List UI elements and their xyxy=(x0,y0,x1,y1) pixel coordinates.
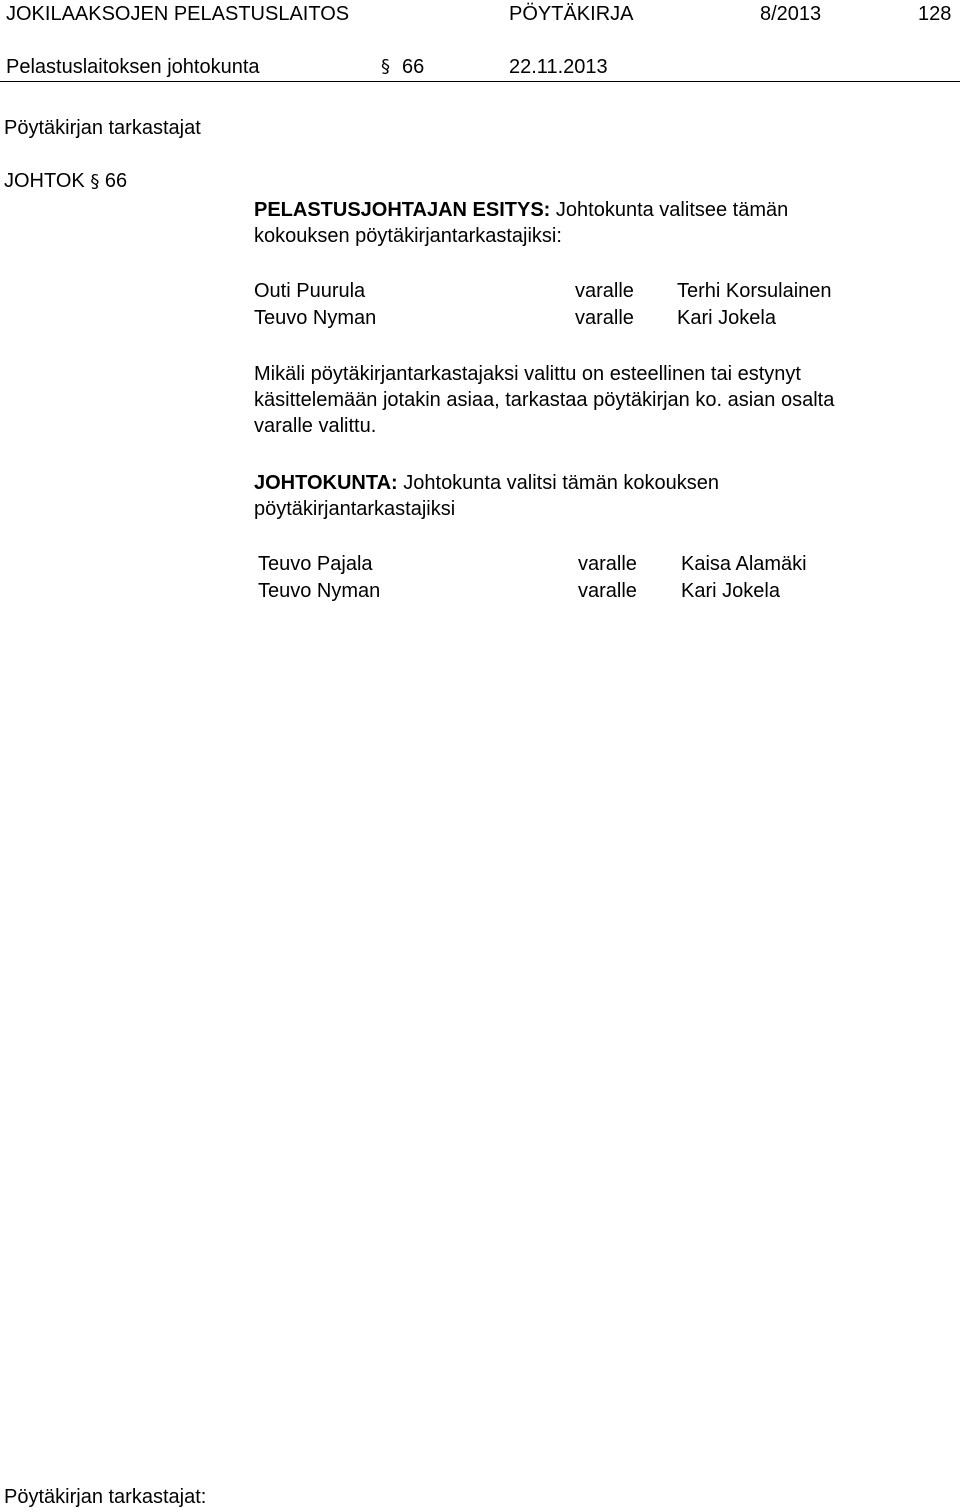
signature-label: Pöytäkirjan tarkastajat: xyxy=(4,1486,207,1508)
decision-paragraph xyxy=(254,470,944,522)
section-heading: Pöytäkirjan tarkastajat xyxy=(4,117,201,139)
decision-row-alternate: Kari Jokela xyxy=(681,580,780,602)
proposal-label: PELASTUSJOHTAJAN ESITYS: xyxy=(254,199,551,221)
proposal-row-name: Outi Puurula xyxy=(254,280,366,302)
decision-row-name: Teuvo Nyman xyxy=(258,580,381,602)
page-number: 128 xyxy=(918,3,952,25)
proposal-note-line3: varalle valittu. xyxy=(254,415,377,437)
meeting-date: 22.11.2013 xyxy=(509,56,608,78)
proposal-text-line2: kokouksen pöytäkirjantarkastajiksi: xyxy=(254,225,562,247)
proposal-row-alternate: Kari Jokela xyxy=(677,307,776,329)
proposal-row-alternate: Terhi Korsulainen xyxy=(677,280,832,302)
document-type: PÖYTÄKIRJA xyxy=(509,3,634,25)
proposal-text-line1: Johtokunta valitsee tämän xyxy=(550,199,789,221)
decision-row-separator: varalle xyxy=(578,580,637,602)
decision-row-separator: varalle xyxy=(578,553,637,575)
decision-row-alternate: Kaisa Alamäki xyxy=(681,553,807,575)
organization-name: JOKILAAKSOJEN PELASTUSLAITOS xyxy=(6,3,350,25)
proposal-paragraph xyxy=(254,197,944,249)
decision-text-line2: pöytäkirjantarkastajiksi xyxy=(254,498,456,520)
section-ref-number: 66 xyxy=(104,170,128,192)
meeting-body-name: Pelastuslaitoksen johtokunta xyxy=(6,56,260,78)
section-sign-icon: § xyxy=(381,56,390,77)
decision-label: JOHTOKUNTA: xyxy=(254,472,398,494)
proposal-row-name: Teuvo Nyman xyxy=(254,307,377,329)
section-number: 66 xyxy=(402,56,425,78)
proposal-row-separator: varalle xyxy=(575,280,634,302)
proposal-note xyxy=(254,361,944,439)
section-sign-icon: § xyxy=(90,171,100,192)
decision-row-name: Teuvo Pajala xyxy=(258,553,373,575)
decision-text-line1: Johtokunta valitsi tämän kokouksen xyxy=(397,472,719,494)
header-divider xyxy=(0,81,960,82)
proposal-note-line2: käsittelemään jotakin asiaa, tarkastaa pöytäkirjan ko. asian osalta xyxy=(254,389,835,411)
section-reference xyxy=(4,170,127,193)
proposal-note-line1: Mikäli pöytäkirjantarkastajaksi valittu on esteellinen tai estynyt xyxy=(254,363,801,385)
section-ref-code: JOHTOK xyxy=(4,170,85,192)
proposal-row-separator: varalle xyxy=(575,307,634,329)
document-number: 8/2013 xyxy=(760,3,822,25)
